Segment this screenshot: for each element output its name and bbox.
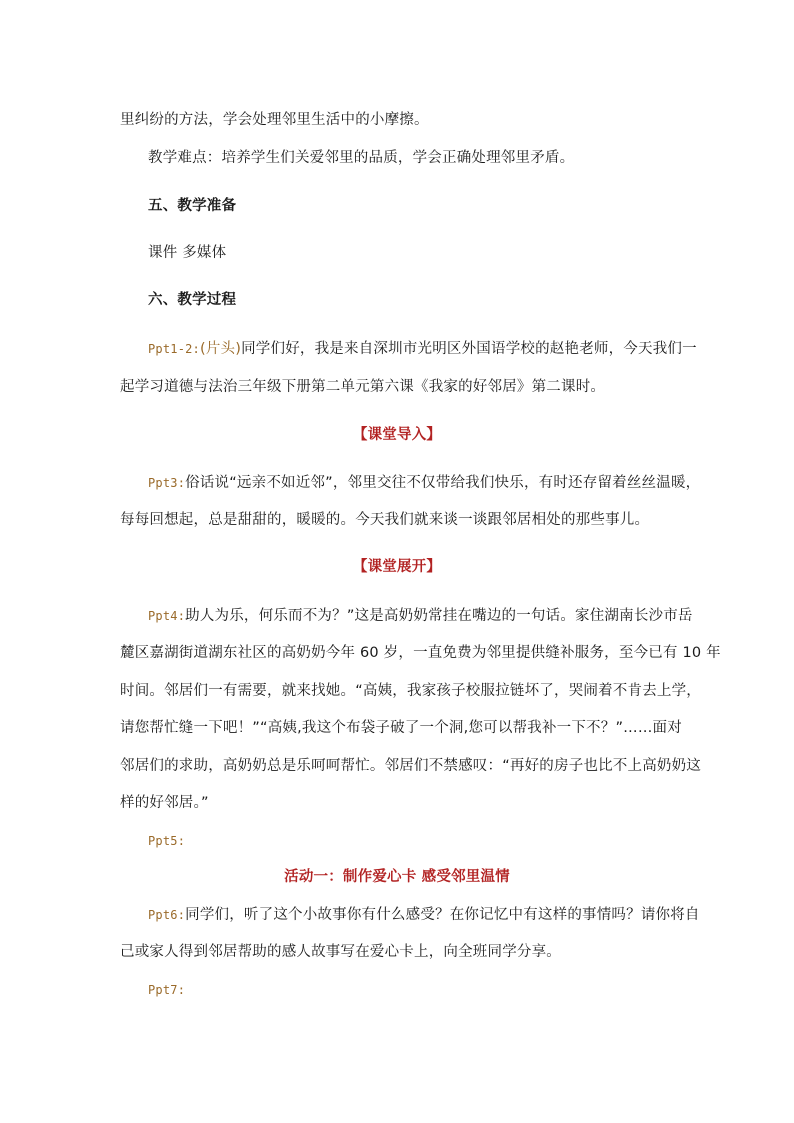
ppt4-paragraph-line: 时间。邻居们一有需要，就来找她。“高姨，我家孩子校服拉链坏了，哭闹着不肯去上学， <box>120 683 702 699</box>
ppt4-paragraph-line: 样的好邻居。” <box>120 795 209 811</box>
ppt3-text: 俗话说“远亲不如近邻”，邻里交往不仅带给我们快乐，有时还存留着丝丝温暖， <box>185 475 701 491</box>
ppt4-paragraph-line: 麓区嘉湖街道湖东社区的高奶奶今年 60 岁，一直免费为邻里提供缝补服务，至今已有 10 年 <box>120 645 721 661</box>
ppt-label: Ppt4: <box>148 609 186 623</box>
ppt-label: Ppt1-2: <box>148 342 200 356</box>
paragraph-line: 里纠纷的方法，学会处理邻里生活中的小摩擦。 <box>120 112 429 128</box>
ppt-tag: (片头) <box>199 341 242 357</box>
ppt1-paragraph-line <box>148 339 697 359</box>
ppt3-paragraph-line <box>148 473 700 493</box>
ppt4-paragraph-line <box>148 606 693 626</box>
ppt4-text: 助人为乐，何乐而不为？”这是高奶奶常挂在嘴边的一句话。家住湖南长沙市岳 <box>185 608 693 624</box>
ppt6-paragraph-line: 己或家人得到邻居帮助的感人故事写在爱心卡上，向全班同学分享。 <box>120 944 561 960</box>
ppt4-paragraph-line: 邻居们的求助，高奶奶总是乐呵呵帮忙。邻居们不禁感叹：“再好的房子也比不上高奶奶这 <box>120 758 702 774</box>
heading-class-intro: 【课堂导入】 <box>352 427 442 443</box>
ppt6-paragraph-line <box>148 905 700 925</box>
ppt1-text: 同学们好，我是来自深圳市光明区外国语学校的赵艳老师，今天我们一 <box>241 341 697 357</box>
ppt-label: Ppt5: <box>148 834 186 848</box>
ppt6-text: 同学们，听了这个小故事你有什么感受？在你记忆中有这样的事情吗？请你将自 <box>185 907 700 923</box>
ppt-label: Ppt3: <box>148 476 186 490</box>
ppt3-paragraph-line: 每每回想起，总是甜甜的，暖暖的。今天我们就来谈一谈跟邻居相处的那些事儿。 <box>120 512 650 528</box>
activity-one-title: 活动一：制作爱心卡 感受邻里温情 <box>284 869 510 885</box>
section-heading-preparation: 五、教学准备 <box>148 198 237 214</box>
ppt-label: Ppt6: <box>148 908 186 922</box>
section-heading-process: 六、教学过程 <box>148 292 237 308</box>
ppt7-label <box>148 980 185 1000</box>
ppt-label: Ppt7: <box>148 983 186 997</box>
ppt5-label <box>148 831 185 851</box>
preparation-items: 课件 多媒体 <box>148 245 227 261</box>
heading-class-expand: 【课堂展开】 <box>352 559 442 575</box>
ppt1-paragraph-line: 起学习道德与法治三年级下册第二单元第六课《我家的好邻居》第二课时。 <box>120 379 606 395</box>
teaching-difficulty: 教学难点：培养学生们关爱邻里的品质，学会正确处理邻里矛盾。 <box>148 150 575 166</box>
ppt4-paragraph-line: 请您帮忙缝一下吧！”“高姨,我这个布袋子破了一个洞,您可以帮我补一下不？”……面对 <box>120 720 682 736</box>
